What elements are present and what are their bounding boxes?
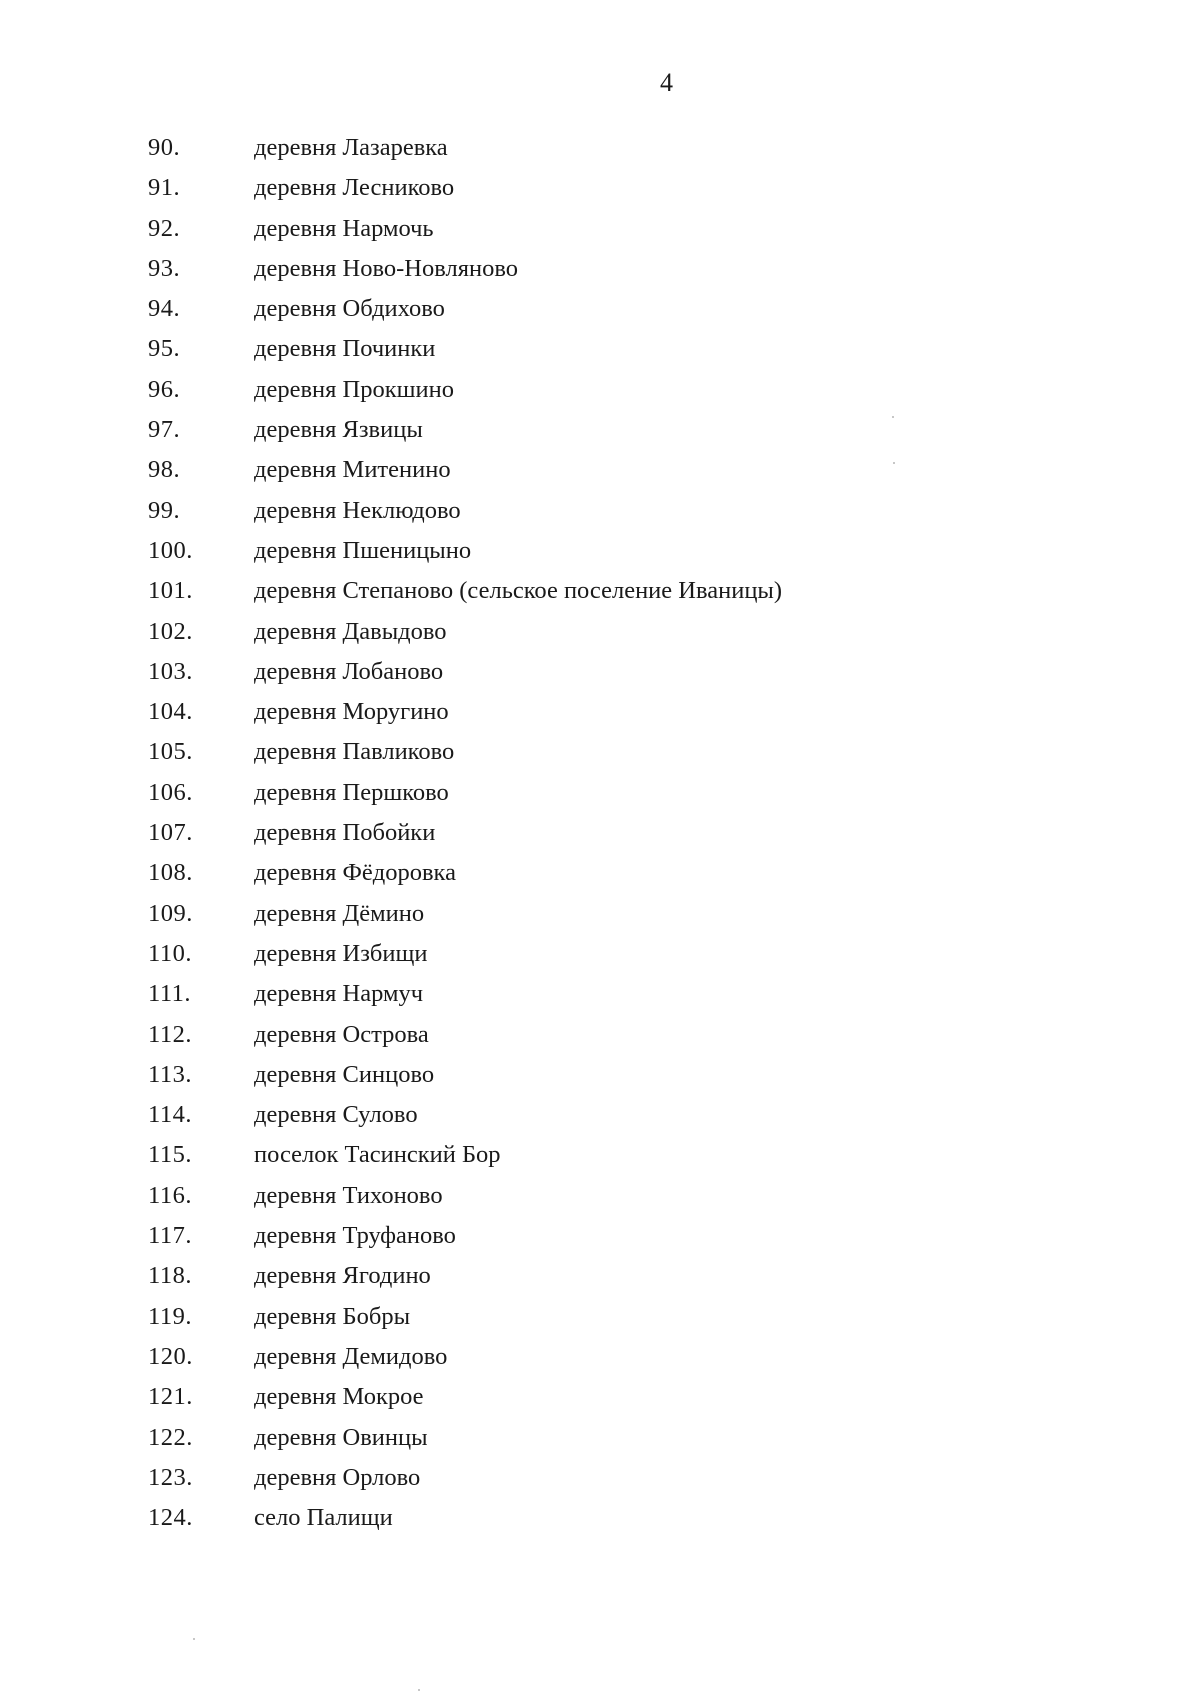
list-item: [148, 778, 782, 821]
item-name: деревня Избищи: [254, 939, 428, 967]
list-item: [148, 176, 782, 216]
item-number: 90.: [148, 134, 181, 161]
list-item: [148, 1385, 782, 1425]
list-item: [148, 1143, 782, 1183]
item-number: 102.: [148, 617, 193, 645]
item-number: 119.: [148, 1302, 192, 1330]
item-name: деревня Лазаревка: [254, 134, 448, 161]
item-number: 104.: [148, 698, 193, 726]
list-item: [148, 982, 782, 1022]
list-item: [148, 337, 782, 377]
item-name: деревня Обдихово: [254, 295, 445, 323]
list-item: [148, 579, 782, 619]
list-item: [148, 1302, 782, 1345]
item-number: 121.: [148, 1383, 193, 1411]
list-item: [148, 418, 782, 458]
scan-speck: [893, 462, 895, 464]
item-name: деревня Орлово: [254, 1463, 421, 1491]
list-item: [148, 1463, 782, 1506]
item-number: 118.: [148, 1262, 192, 1290]
item-number: 100.: [148, 536, 193, 564]
page-number: 4: [660, 68, 673, 97]
item-name: деревня Сулово: [254, 1101, 418, 1129]
item-name: поселок Тасинский Бор: [254, 1141, 501, 1169]
list-item: [148, 617, 782, 660]
settlement-list: [148, 136, 782, 1546]
item-name: деревня Давыдово: [254, 617, 447, 645]
item-name: деревня Нармочь: [254, 214, 434, 242]
list-item: [148, 1264, 782, 1304]
item-name: деревня Мокрое: [254, 1383, 424, 1411]
list-item: [148, 1342, 782, 1385]
list-item: [148, 740, 782, 780]
list-item: [148, 1224, 782, 1264]
item-name: деревня Лобаново: [254, 657, 444, 685]
item-number: 116.: [148, 1181, 192, 1209]
item-number: 112.: [148, 1020, 192, 1048]
item-number: 103.: [148, 657, 193, 685]
item-number: 120.: [148, 1342, 193, 1370]
list-item: [148, 1423, 782, 1466]
item-name: деревня Ягодино: [254, 1262, 431, 1290]
item-number: 109.: [148, 899, 193, 927]
item-number: 114.: [148, 1101, 192, 1129]
item-number: 106.: [148, 778, 193, 806]
item-name: деревня Бобры: [254, 1302, 411, 1330]
item-number: 115.: [148, 1141, 192, 1169]
list-item: [148, 297, 782, 337]
item-number: 98.: [148, 456, 181, 484]
item-name: деревня Починки: [254, 335, 436, 363]
list-item: [148, 657, 782, 700]
item-number: 122.: [148, 1423, 193, 1451]
item-name: деревня Демидово: [254, 1342, 448, 1370]
item-number: 105.: [148, 738, 193, 766]
item-name: деревня Синцово: [254, 1060, 435, 1088]
item-name: деревня Пшеницыно: [254, 536, 472, 564]
scan-speck: [193, 1638, 195, 1640]
item-number: 111.: [148, 980, 192, 1008]
item-number: 123.: [148, 1463, 193, 1491]
item-name: деревня Першково: [254, 778, 449, 806]
item-number: 96.: [148, 375, 181, 403]
item-name: деревня Степаново (сельское поселение Иваницы): [254, 577, 783, 605]
item-name: деревня Побойки: [254, 819, 436, 847]
item-number: 91.: [148, 174, 181, 202]
item-name: деревня Тихоново: [254, 1181, 443, 1209]
item-name: деревня Павликово: [254, 738, 455, 766]
item-name: деревня Нармуч: [254, 980, 424, 1008]
list-item: [148, 536, 782, 579]
item-number: 101.: [148, 577, 193, 605]
list-item: [148, 136, 782, 176]
list-item: [148, 254, 782, 297]
list-item: [148, 861, 782, 901]
list-item: [148, 700, 782, 740]
item-name: деревня Острова: [254, 1020, 429, 1048]
list-item: [148, 458, 782, 498]
item-number: 92.: [148, 214, 181, 242]
item-number: 93.: [148, 254, 181, 282]
list-item: [148, 496, 782, 539]
item-number: 97.: [148, 416, 181, 444]
list-item: [148, 899, 782, 942]
item-number: 108.: [148, 859, 193, 887]
item-name: село Палищи: [254, 1504, 393, 1532]
scan-speck: [418, 1689, 420, 1691]
item-name: деревня Дёмино: [254, 899, 425, 927]
list-item: [148, 1181, 782, 1224]
list-item: [148, 1506, 782, 1546]
list-item: [148, 821, 782, 861]
list-item: [148, 375, 782, 418]
item-number: 124.: [148, 1504, 193, 1532]
item-number: 117.: [148, 1222, 192, 1250]
item-number: 107.: [148, 819, 193, 847]
item-number: 94.: [148, 295, 181, 323]
item-name: деревня Фёдоровка: [254, 859, 456, 887]
item-name: деревня Митенино: [254, 456, 451, 484]
item-number: 110.: [148, 939, 192, 967]
list-item: [148, 1020, 782, 1063]
item-number: 95.: [148, 335, 181, 363]
item-name: деревня Неклюдово: [254, 496, 461, 524]
item-name: деревня Лесниково: [254, 174, 455, 202]
list-item: [148, 214, 782, 257]
item-name: деревня Овинцы: [254, 1423, 428, 1451]
list-item: [148, 1060, 782, 1103]
scan-speck: [892, 416, 894, 418]
item-name: деревня Моругино: [254, 698, 449, 726]
item-name: деревня Язвицы: [254, 416, 423, 444]
list-item: [148, 939, 782, 982]
item-name: деревня Прокшино: [254, 375, 454, 403]
item-number: 113.: [148, 1060, 192, 1088]
item-name: деревня Ново-Новляново: [254, 254, 518, 282]
list-item: [148, 1103, 782, 1143]
item-name: деревня Труфаново: [254, 1222, 456, 1250]
item-number: 99.: [148, 496, 181, 524]
